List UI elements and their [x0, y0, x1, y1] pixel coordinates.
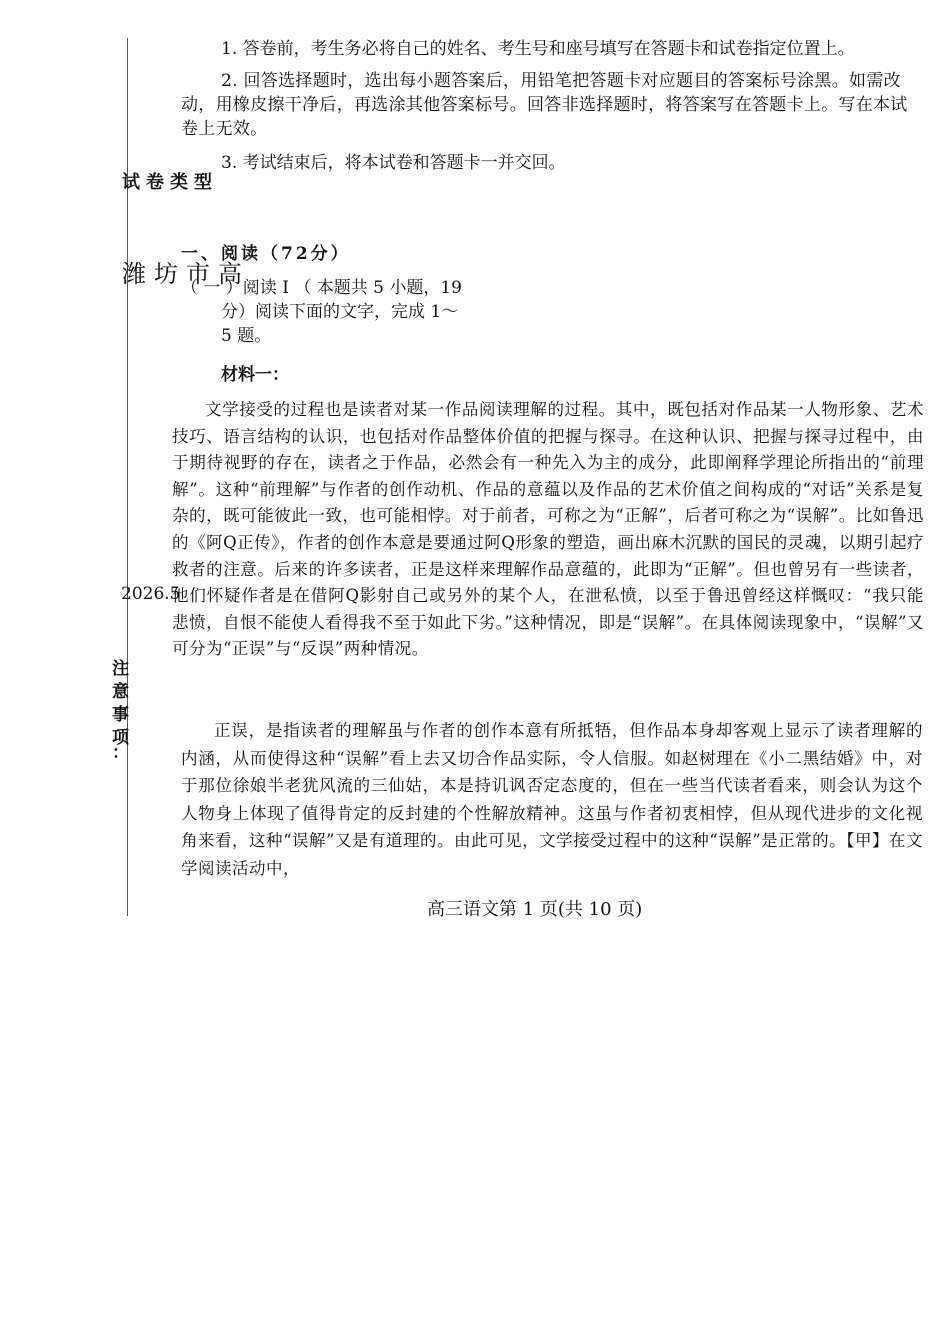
paper-type-label: 试卷类型	[122, 172, 218, 193]
city-label: 潍坊市高	[122, 260, 250, 288]
subsection-title	[181, 276, 462, 348]
notice-item-3: 3. 考试结束后，将本试卷和答题卡一并交回。	[221, 153, 566, 173]
notes-char-5: ：	[112, 743, 129, 763]
notice-item-1: 1. 答卷前，考生务必将自己的姓名、考生号和座号填写在答题卡和试卷指定位置上。	[221, 39, 855, 59]
subsection-line-1: （ 一 ）阅读 I （ 本题共 5 小题，19	[181, 278, 462, 298]
notes-char-3: 事	[112, 705, 129, 725]
exam-notices	[181, 37, 921, 175]
material-label: 材料一：	[221, 365, 289, 385]
page-footer: 高三语文第 1 页(共 10 页)	[427, 899, 643, 920]
material-paragraph-1	[172, 397, 924, 663]
subsection-line-2: 分）阅读下面的文字，完成 1～	[221, 302, 459, 322]
section-title: 一、阅读（72分）	[181, 244, 351, 264]
subsection-line-3: 5 题。	[221, 326, 272, 346]
notes-char-2: 意	[112, 682, 129, 702]
paragraph-text: 文学接受的过程也是读者对某一作品阅读理解的过程。其中，既包括对作品某一人物形象、艺术技巧、语言结构的认识，也包括对作品整体价值的把握与探寻。在这种认识、把握与探寻过程中，由于期待视野的存在，读者之于作品，必然会有一种先入为主的成分，此即阐释学理论所指出的“前理解”。这种“前理解”与作者的创作动机、作品的意蕴以及作品的艺术价值之间构成的“对话”关系是复杂的，既可能彼此一致，也可能相悖。对于前者，可称之为“正解”，后者可称之为“误解”。比如鲁迅的《阿Q正传》，作者的创作本意是要通过阿Q形象的塑造，画出麻木沉默的国民的灵魂，以期引起疗救者的注意。后来的许多读者，正是这样来理解作品意蕴的，此即为“正解”。但也曾另有一些读者，他们怀疑作者是在借阿Q影射自己或另外的某个人，在泄私愤，以至于鲁迅曾经这样慨叹：“我只能悲愤，自恨不能使人看得我不至于如此下劣。”这种情况，即是“误解”。在具体阅读现象中，“误解”又可分为“正误”与“反误”两种情况。	[172, 400, 924, 659]
notes-char-1: 注	[112, 659, 129, 679]
paragraph-text: 正误，是指读者的理解虽与作者的创作本意有所抵牾，但作品本身却客观上显示了读者理解的内涵，从而使得这种“误解”看上去又切合作品实际，令人信服。如赵树理在《小二黑结婚》中，对于那位徐娘半老犹风流的三仙姑，本是持讥讽否定态度的，但在一些当代读者看来，则会认为这个人物身上体现了值得肯定的反封建的个性解放精神。这虽与作者初衷相悖，但从现代进步的文化视角来看，这种“误解”又是有道理的。由此可见，文学接受过程中的这种“误解”是正常的。【甲】在文学阅读活动中，	[181, 721, 923, 878]
notes-char-4: 项	[112, 728, 129, 748]
exam-date: 2026.5	[121, 584, 181, 604]
material-paragraph-2	[181, 717, 923, 882]
notice-item-2: 2. 回答选择题时，选出每小题答案后，用铅笔把答题卡对应题目的答案标号涂黑。如需改动，用橡皮擦干净后，再选涂其他答案标号。回答非选择题时，将答案写在答题卡上。写在本试卷上无效。	[181, 71, 908, 139]
